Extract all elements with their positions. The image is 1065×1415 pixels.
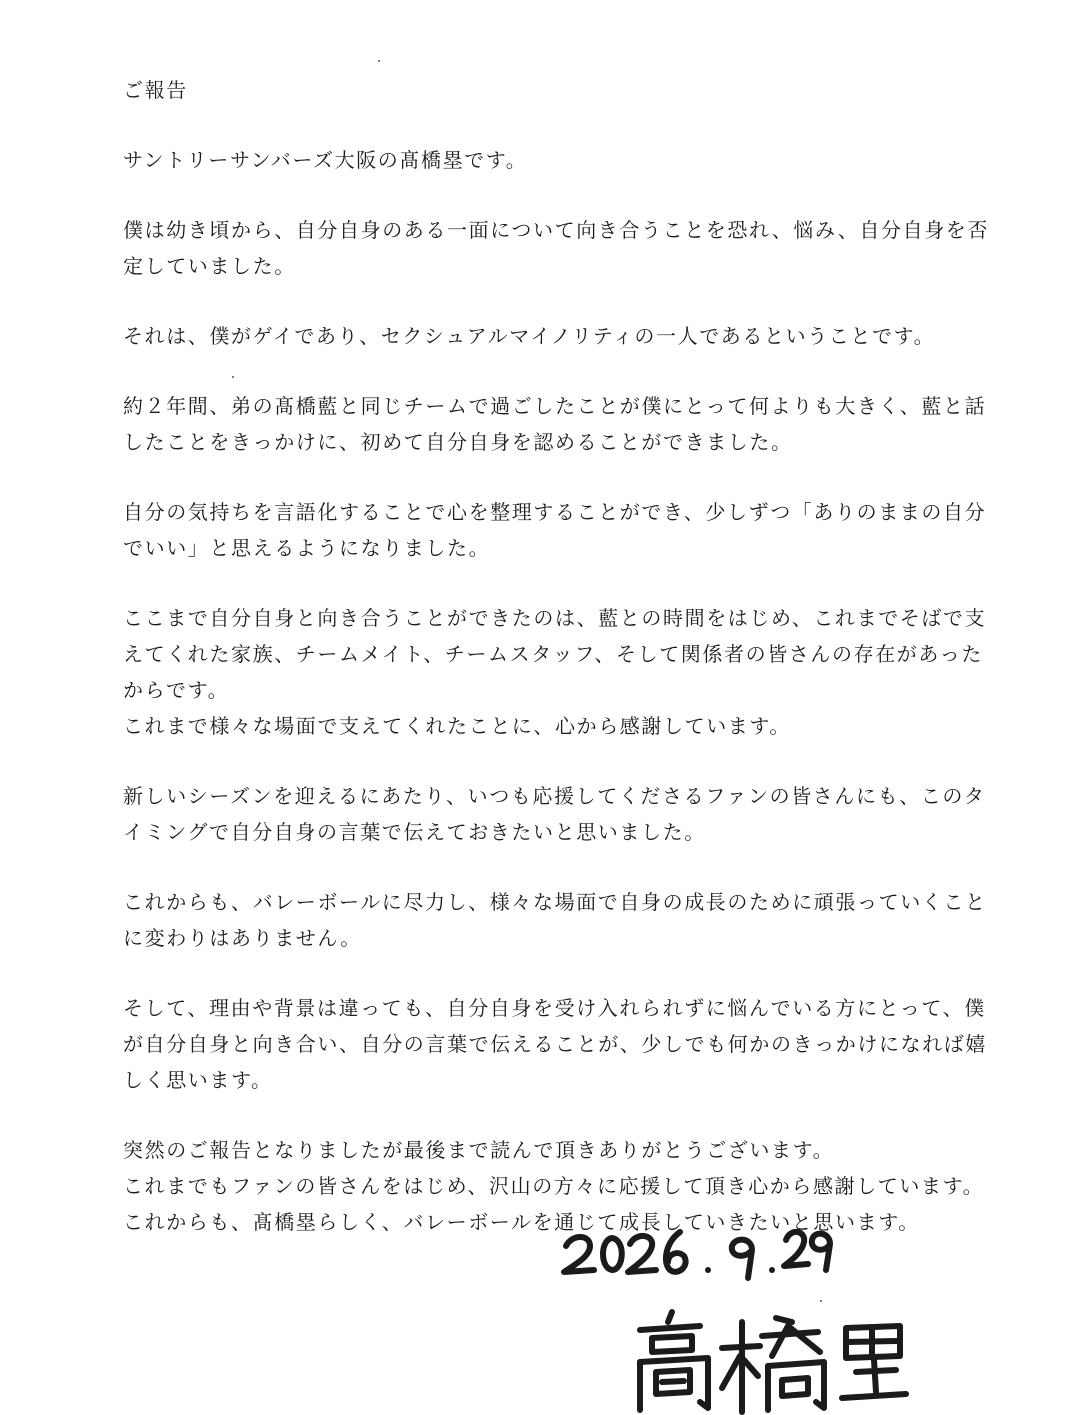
paragraph-line: からです。 [123,678,230,702]
paragraph-line: しく思います。 [123,1068,273,1092]
paragraph-line: 定していました。 [123,254,296,278]
letter-paragraph [123,990,987,1098]
paragraph-line: ここまで自分自身と向き合うことができたのは、藍との時間をはじめ、これまでそばで支 [123,606,987,630]
paragraph-line: これからも、髙橋塁らしく、バレーボールを通じて成長していきたいと思います。 [123,1210,920,1234]
letter-paragraphs [123,212,989,1240]
paragraph-line: 突然のご報告となりましたが最後まで読んで頂きありがとうございます。 [123,1138,835,1162]
handwritten-signature [640,1312,906,1412]
letter-heading: ご報告 [123,78,188,102]
paragraph-line: したことをきっかけに、初めて自分自身を認めることができました。 [123,430,793,454]
letter-greeting: サントリーサンバーズ大阪の髙橋塁です。 [123,148,528,172]
paragraph-line: が自分自身と向き合い、自分の言葉で伝えることが、少しでも何かのきっかけになれば嬉 [123,1032,987,1056]
letter-paragraph [123,318,953,354]
paragraph-line: に変わりはありません。 [123,926,362,950]
paragraph-line: それは、僕がゲイであり、セクシュアルマイノリティの一人であるということです。 [123,324,936,348]
letter-paragraph [123,600,987,744]
paragraph-line: これまで様々な場面で支えてくれたことに、心から感謝しています。 [123,714,791,738]
letter-paragraph [123,388,987,460]
paragraph-line: そして、理由や背景は違っても、自分自身を受け入れられずに悩んでいる方にとって、僕 [123,996,986,1020]
paragraph-line: これからも、バレーボールに尽力し、様々な場面で自身の成長のために頑張っていくこと [123,890,987,914]
paragraph-line: イミングで自分自身の言葉で伝えておきたいと思いました。 [123,820,706,844]
scan-speck [820,1300,822,1302]
paragraph-line: えてくれた家族、チームメイト、チームスタッフ、そして関係者の皆さんの存在があった [123,642,983,666]
paragraph-line: 約２年間、弟の髙橋藍と同じチームで過ごしたことが僕にとって何よりも大きく、藍と話 [123,394,987,418]
paragraph-line: 新しいシーズンを迎えるにあたり、いつも応援してくださるファンの皆さんにも、このタ [123,784,986,808]
letter-paragraph [123,212,989,284]
letter-paragraph [123,778,986,850]
paragraph-line: でいい」と思えるようになりました。 [123,536,491,560]
paragraph-line: これまでもファンの皆さんをはじめ、沢山の方々に応援して頂き心から感謝しています。 [123,1174,985,1198]
scan-speck [378,60,380,62]
letter-body [123,72,989,1274]
letter-paragraph [123,1132,985,1240]
letter-paragraph [123,494,987,566]
letter-paragraph [123,884,987,956]
paragraph-line: 僕は幼き頃から、自分自身のある一面について向き合うことを恐れ、悩み、自分自身を否 [123,218,989,242]
paragraph-line: 自分の気持ちを言語化することで心を整理することができ、少しずつ「ありのままの自分 [123,500,987,524]
